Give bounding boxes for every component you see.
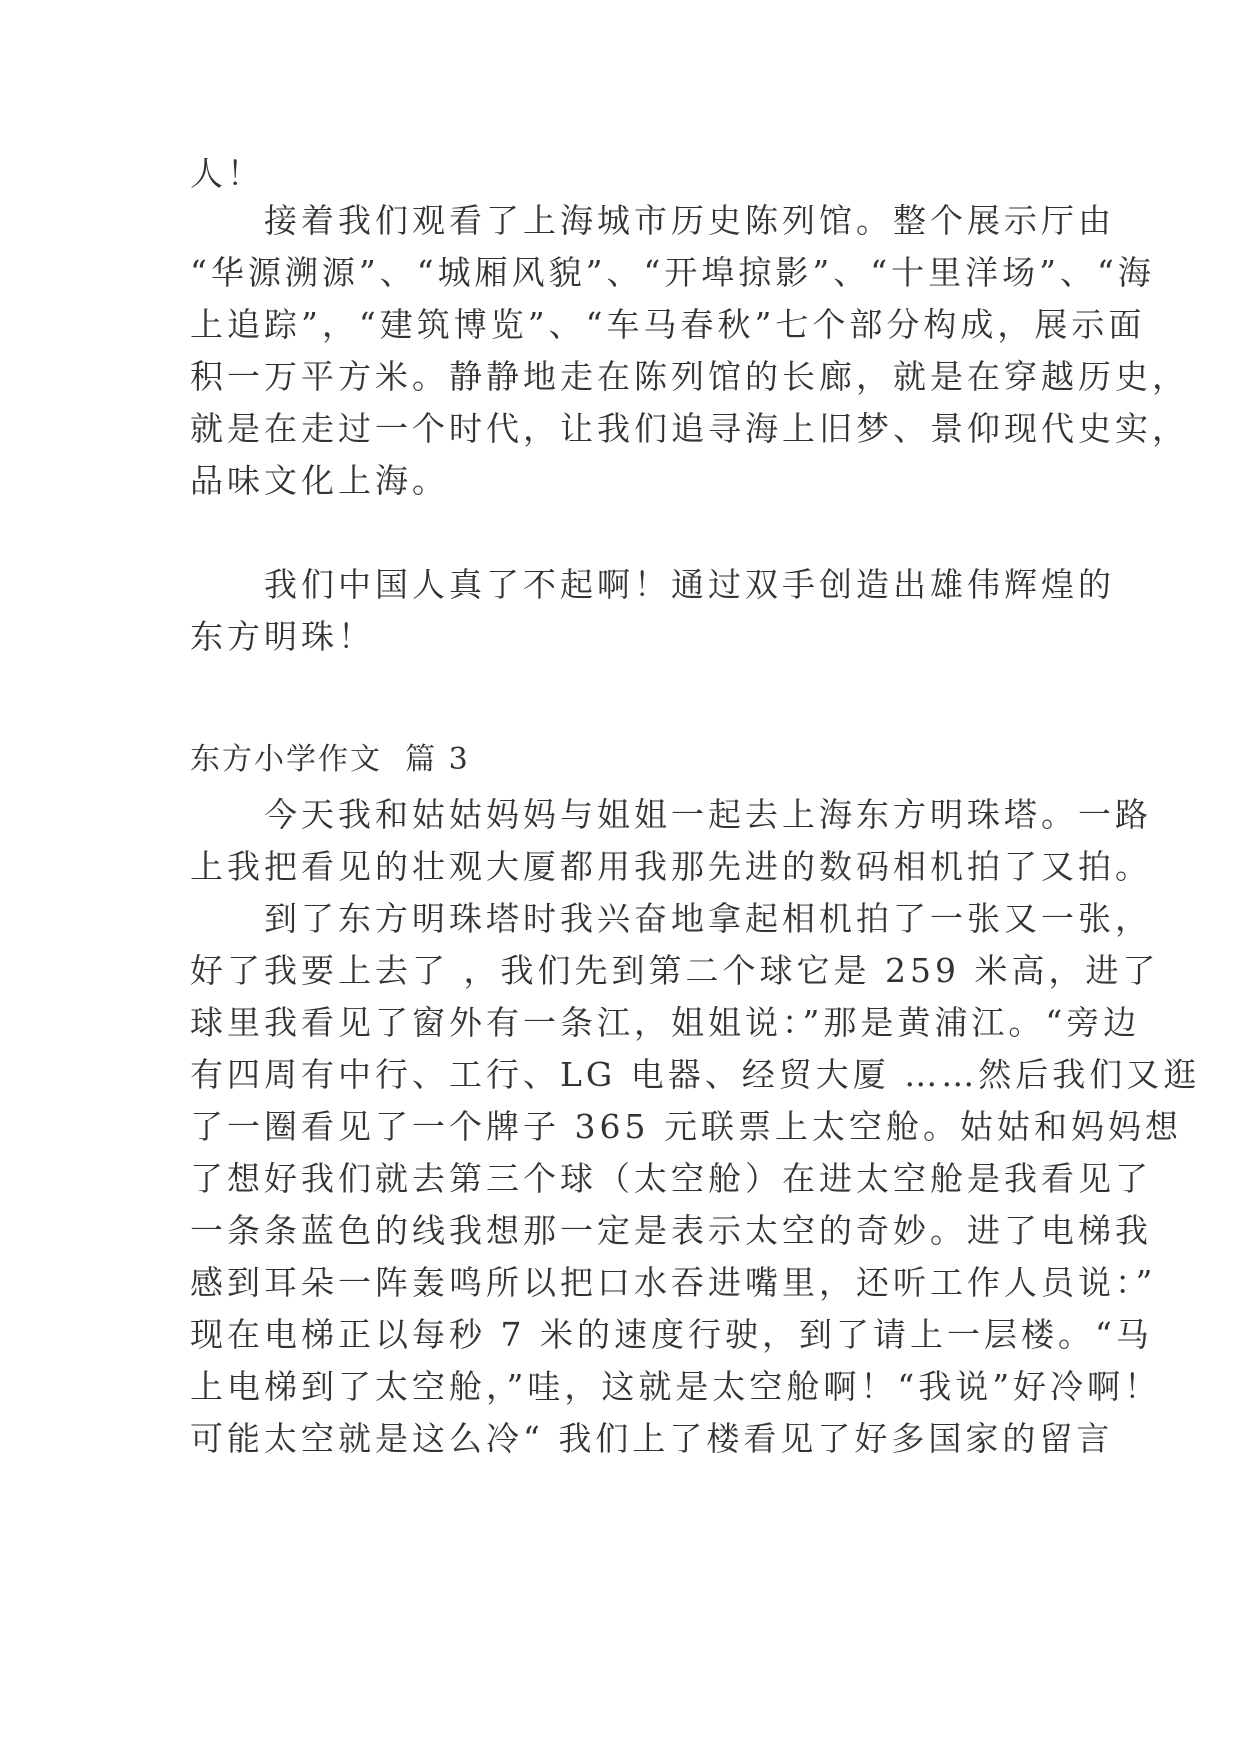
paragraph-line: 积一万平方米。静静地走在陈列馆的长廊，就是在穿越历史，	[190, 357, 1189, 396]
paragraph-line: 我们中国人真了不起啊！通过双手创造出雄伟辉煌的	[190, 565, 1115, 604]
paragraph-line: 就是在走过一个时代，让我们追寻海上旧梦、景仰现代史实，	[190, 409, 1189, 448]
paragraph-line: 了一圈看见了一个牌子 365 元联票上太空舱。姑姑和妈妈想	[190, 1107, 1182, 1146]
paragraph-line: 现在电梯正以每秒 7 米的速度行驶，到了请上一层楼。“马	[190, 1315, 1153, 1354]
paragraph-line: 可能太空就是这么冷“ 我们上了楼看见了好多国家的留言	[190, 1419, 1114, 1458]
paragraph-line: 上电梯到了太空舱，”哇，这就是太空舱啊！“我说”好冷啊！	[190, 1367, 1162, 1406]
paragraph-line: 一条条蓝色的线我想那一定是表示太空的奇妙。进了电梯我	[190, 1211, 1152, 1250]
paragraph-line: 上追踪”，“建筑博览”、“车马春秋”七个部分构成，展示面	[190, 305, 1146, 344]
paragraph-line: 上我把看见的壮观大厦都用我那先进的数码相机拍了又拍。	[190, 847, 1152, 886]
section-heading: 东方小学作文 篇 3	[190, 742, 470, 777]
paragraph-line: 球里我看见了窗外有一条江，姐姐说：”那是黄浦江。“旁边	[190, 1003, 1141, 1042]
paragraph-line: 到了东方明珠塔时我兴奋地拿起相机拍了一张又一张，	[190, 899, 1152, 938]
paragraph-line: 人！	[190, 154, 264, 193]
paragraph-line: 了想好我们就去第三个球（太空舱）在进太空舱是我看见了	[190, 1159, 1152, 1198]
paragraph-line: “华源溯源”、“城厢风貌”、“开埠掠影”、“十里洋场”、“海	[190, 253, 1155, 292]
paragraph-line: 品味文化上海。	[190, 461, 449, 500]
paragraph-line: 东方明珠！	[190, 617, 375, 656]
paragraph-line: 接着我们观看了上海城市历史陈列馆。整个展示厅由	[190, 201, 1115, 240]
paragraph-line: 今天我和姑姑妈妈与姐姐一起去上海东方明珠塔。一路	[190, 795, 1152, 834]
paragraph-line: 感到耳朵一阵轰鸣所以把口水吞进嘴里，还听工作人员说：”	[190, 1263, 1157, 1302]
paragraph-line: 有四周有中行、工行、LG 电器、经贸大厦 ……然后我们又逛	[190, 1055, 1201, 1094]
paragraph-line: 好了我要上去了 ，我们先到第二个球它是 259 米高，进了	[190, 951, 1160, 990]
